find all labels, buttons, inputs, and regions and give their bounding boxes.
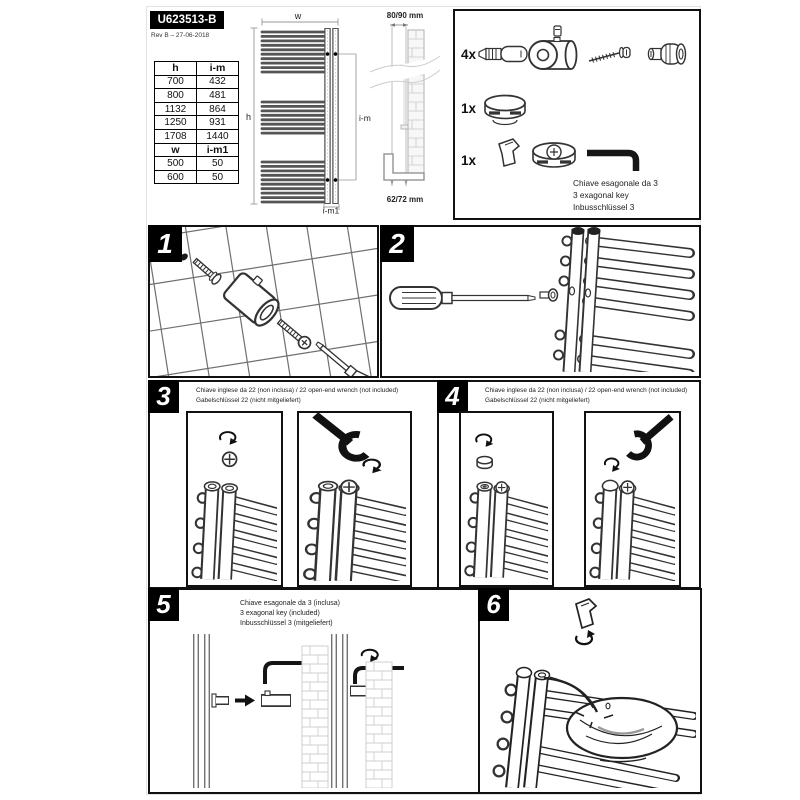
dim-w-label: w (294, 11, 302, 21)
joining-bolt (540, 289, 558, 301)
bushing-part (648, 44, 685, 64)
step-5-number: 5 (148, 588, 179, 621)
radiator-corner (464, 482, 548, 578)
step-6-number: 6 (478, 588, 509, 621)
step-1-number: 1 (148, 225, 182, 262)
step-2-illustration (382, 227, 695, 372)
wrench (629, 417, 672, 457)
step-4-number: 4 (437, 380, 468, 413)
dim-h-label: h (246, 112, 252, 122)
step-3a-box (186, 411, 283, 587)
step-3a-illustration (188, 413, 277, 581)
step-5-illustration (152, 634, 476, 788)
document-code: U623513-B (150, 11, 224, 29)
step-1-panel (148, 225, 379, 378)
screwdriver-tip (311, 336, 377, 376)
step-4b-box (584, 411, 681, 587)
rotation-arrow (220, 432, 237, 445)
step-3-panel (148, 380, 439, 589)
revision-label: Rev B – 27-06-2018 (151, 32, 210, 39)
hex-key-note (573, 177, 658, 213)
rotation-arrow (364, 460, 382, 474)
mounting-screw (275, 317, 313, 351)
hex-key-note-de: Inbusschlüssel 3 (573, 202, 635, 213)
table-row: 1250 931 (155, 116, 239, 130)
step-4a-box (459, 411, 554, 587)
table-header-w: w (155, 143, 197, 157)
step-3b-illustration (299, 413, 406, 581)
blind-cap-part (485, 96, 525, 125)
clip-part (499, 139, 519, 166)
qty-blind-cap: 1x (461, 101, 477, 116)
step-4b-illustration (586, 413, 675, 581)
brick-wall (302, 646, 328, 788)
allen-key-icon (587, 153, 636, 171)
table-row: 700 432 (155, 75, 239, 89)
rotation-arrow (476, 434, 493, 446)
step-3b-box (297, 411, 412, 587)
step-6-illustration (480, 590, 696, 788)
blind-cap-floating (223, 452, 237, 466)
dimension-table (154, 61, 239, 184)
wrench (315, 415, 366, 458)
dim-bottom-label: 62/72 mm (386, 195, 424, 204)
table-header-im: i-m (197, 62, 239, 76)
qty-screws: 4x (461, 47, 477, 62)
step-2-panel (380, 225, 701, 378)
dim-im1-label: i-m1 (322, 205, 340, 214)
brick-wall (366, 662, 392, 788)
rotation-arrow (362, 650, 378, 662)
parts-panel (453, 9, 701, 220)
dim-im-label: i-m (359, 113, 371, 123)
screwdriver (390, 287, 535, 309)
step-1-illustration (150, 227, 377, 376)
wall-side-view (368, 8, 442, 208)
radiator-corner (303, 480, 406, 581)
vent-cap-floating (477, 457, 492, 469)
step-4a-illustration (461, 413, 548, 581)
step-4-tool-note: Chiave inglese da 22 (non inclusa) / 22 open-end wrench (not included) Gabelschlüssel 22 (nicht mitgeliefert) (485, 387, 688, 404)
qty-vent-kit: 1x (461, 153, 477, 168)
wall-plug-part (479, 47, 527, 62)
table-row: 800 481 (155, 89, 239, 103)
step-2-number: 2 (380, 225, 414, 262)
rotation-arrow (576, 630, 595, 644)
table-header-im1: i-m1 (197, 143, 239, 157)
table-row: 1708 1440 (155, 129, 239, 143)
step-3-number: 3 (148, 380, 179, 413)
table-header-h: h (155, 62, 197, 76)
screw-part (589, 48, 630, 63)
table-row: 1132 864 (155, 102, 239, 116)
step-5-tool-note: Chiave esagonale da 3 (inclusa) 3 exagonal key (included) Inbusschlüssel 3 (mitgeliefert) (240, 600, 341, 628)
table-row: 500 50 (155, 157, 239, 171)
table-row: 600 50 (155, 170, 239, 184)
step-3-tool-note: Chiave inglese da 22 (non inclusa) / 22 open-end wrench (not included) Gabelschlüssel 22 (nicht mitgeliefert) (196, 387, 399, 404)
rotation-arrow (605, 458, 620, 471)
step-5-panel (148, 588, 482, 794)
bowl (567, 698, 677, 762)
scene-insert-bolt (196, 634, 328, 788)
scene-tighten-bolt (334, 634, 404, 788)
dim-top-label: 80/90 mm (386, 11, 424, 20)
radiator-corner (589, 480, 675, 579)
screw-and-plug (191, 256, 222, 285)
step-4-panel (437, 380, 701, 589)
hex-key-note-en: 3 exagonal key (573, 190, 629, 201)
wall-bracket (222, 267, 287, 330)
step-6-panel (478, 588, 702, 794)
clip-part-floating (576, 599, 596, 628)
hex-key-note-it: Chiave esagonale da 3 (573, 178, 658, 188)
bracket-cylinder-part (529, 26, 577, 69)
radiator-corner (191, 482, 277, 579)
radiator-front-diagram (246, 10, 372, 214)
vent-cap-part (533, 143, 575, 167)
collector-tubes (569, 227, 601, 372)
